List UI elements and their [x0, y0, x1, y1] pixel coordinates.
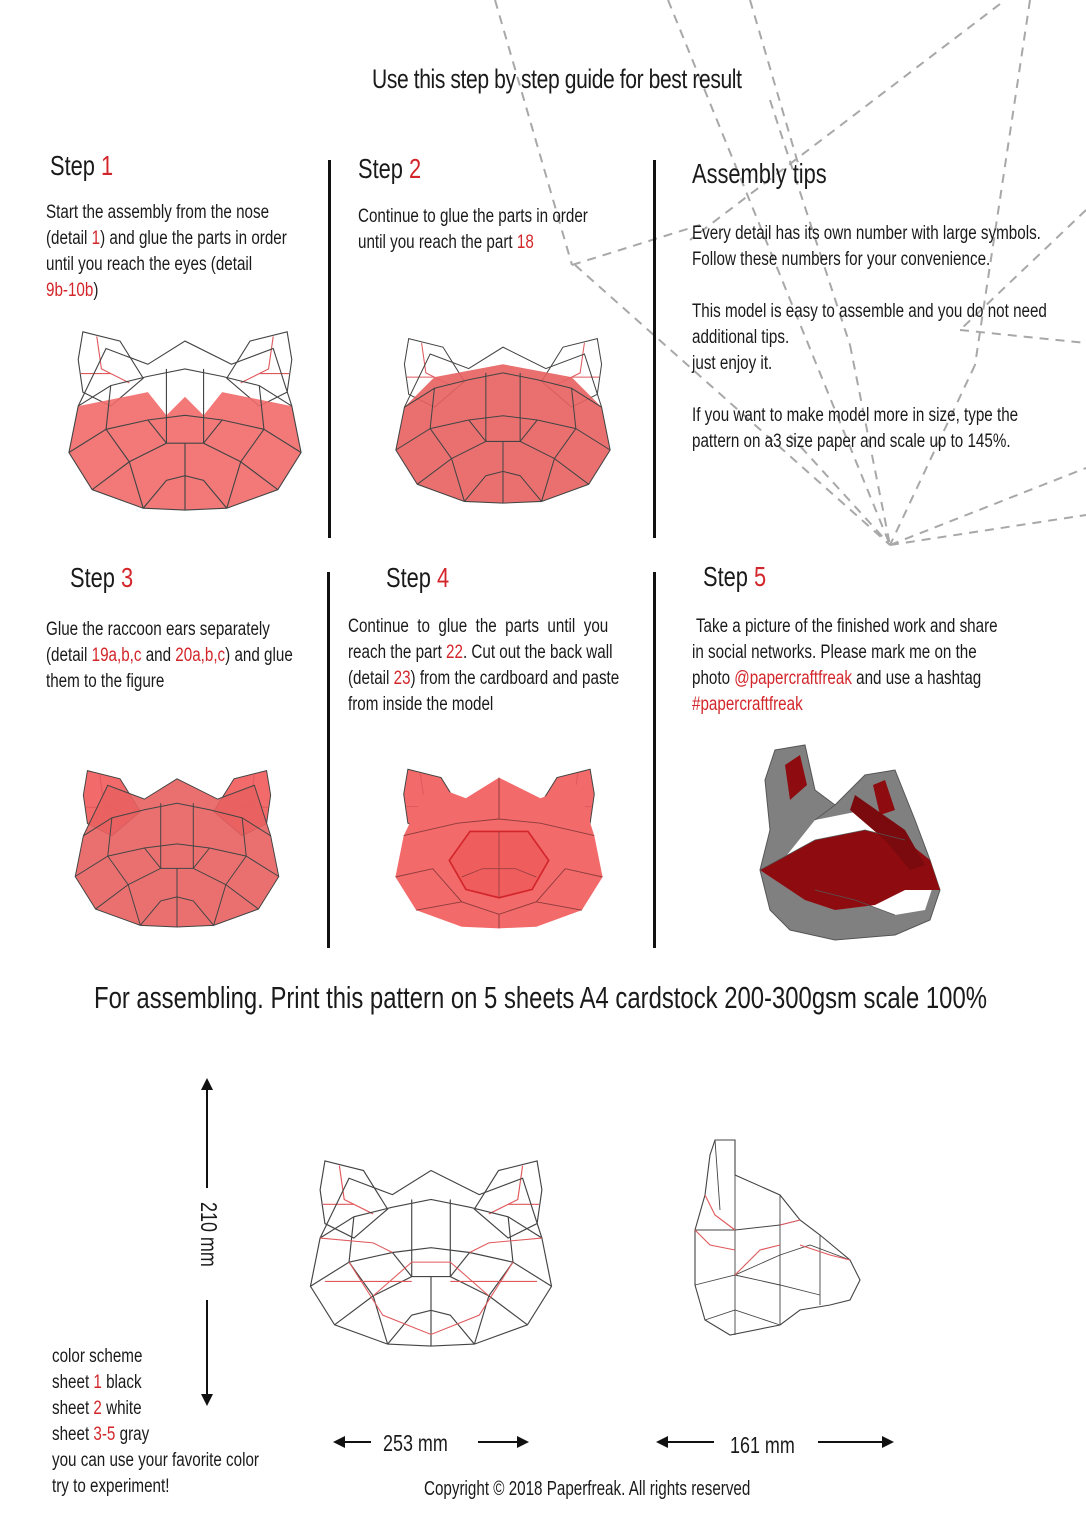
- text-span: Start the assembly from the nose: [46, 202, 270, 223]
- height-dimension-label: 210 mm: [196, 1202, 222, 1267]
- step-2-heading: [358, 153, 421, 185]
- text-line: [692, 666, 998, 692]
- side-pattern-illustration: [690, 1135, 862, 1345]
- highlight-text: 1: [91, 228, 101, 249]
- sheet-number: 2: [93, 1398, 102, 1419]
- step-2-section: [358, 153, 439, 185]
- column-divider: [653, 160, 656, 538]
- step-number: 3: [121, 562, 134, 593]
- step-4-heading: [386, 562, 449, 594]
- sheet-label: sheet: [52, 1372, 94, 1393]
- step-number: 5: [754, 561, 767, 592]
- tips-heading: Assembly tips: [692, 158, 827, 189]
- color-scheme-row: [52, 1370, 259, 1396]
- text-span: (detail: [348, 668, 394, 689]
- page-title: Use this step by step guide for best result: [372, 64, 742, 94]
- step-3-illustration: [63, 748, 291, 948]
- text-line: [348, 692, 619, 718]
- step-5-section: [703, 561, 784, 593]
- sheet-label: sheet: [52, 1424, 94, 1445]
- highlight-text: 20a,b,c: [175, 645, 226, 666]
- text-line: [348, 614, 619, 640]
- text-span: until you reach the eyes (detail: [46, 254, 253, 275]
- tips-paragraph: [692, 299, 1047, 377]
- step-2-text: [358, 204, 588, 256]
- sheet-color: black: [101, 1372, 142, 1393]
- step-3-section: [70, 562, 151, 594]
- side-width-label: 161 mm: [730, 1432, 795, 1458]
- text-line: [46, 278, 287, 304]
- tips-text: [692, 221, 1047, 481]
- step-4-illustration: [383, 750, 615, 946]
- step-number: 1: [101, 150, 114, 181]
- highlight-text: 9b-10b: [46, 280, 94, 301]
- step-label: Step: [70, 562, 115, 593]
- text-span: ): [93, 280, 99, 301]
- text-span: ) and glue: [225, 645, 293, 666]
- text-line: [348, 640, 619, 666]
- highlight-text: 23: [393, 668, 411, 689]
- step-2-illustration: [383, 325, 623, 515]
- step-3-heading: [70, 562, 133, 594]
- step-3-text: [46, 617, 293, 695]
- print-instructions-heading: For assembling. Print this pattern on 5 sheets A4 cardstock 200-300gsm scale 100%: [94, 980, 987, 1015]
- step-4-section: [386, 562, 467, 594]
- text-line: Every detail has its own number with large symbols.: [692, 223, 1041, 244]
- text-span: in social networks. Please mark me on the: [692, 642, 977, 663]
- highlight-text: 19a,b,c: [91, 645, 142, 666]
- sheet-color: white: [101, 1398, 142, 1419]
- step-5-illustration: [755, 740, 945, 945]
- tips-paragraph: [692, 403, 1047, 455]
- text-span: Continue to glue the parts in order: [358, 206, 588, 227]
- step-5-text: [692, 614, 998, 718]
- text-line: [692, 640, 998, 666]
- text-span: Continue to glue the parts until you: [348, 616, 609, 637]
- text-line: If you want to make model more in size, type the: [692, 405, 1019, 426]
- text-span: ) and glue the parts in order: [100, 228, 287, 249]
- step-1-text: [46, 200, 287, 304]
- text-span: . Cut out the back wall: [462, 642, 613, 663]
- highlight-text: @papercraftfreak: [734, 668, 852, 689]
- sheet-color: gray: [115, 1424, 150, 1445]
- text-span: and use a hashtag: [851, 668, 982, 689]
- step-label: Step: [50, 150, 95, 181]
- highlight-text: 22: [446, 642, 463, 663]
- color-scheme-note: try to experiment!: [52, 1476, 170, 1497]
- text-line: [46, 669, 293, 695]
- step-1-illustration: [55, 325, 315, 515]
- text-line: [692, 692, 998, 718]
- step-number: 4: [437, 562, 450, 593]
- step-4-text: [348, 614, 619, 718]
- step-5-heading: [703, 561, 766, 593]
- sheet-label: sheet: [52, 1398, 94, 1419]
- text-line: This model is easy to assemble and you do not need: [692, 301, 1047, 322]
- text-line: [46, 226, 287, 252]
- color-scheme-row: [52, 1396, 259, 1422]
- text-span: from inside the model: [348, 694, 494, 715]
- text-line: [348, 666, 619, 692]
- text-line: additional tips.: [692, 327, 790, 348]
- column-divider: [327, 572, 330, 948]
- front-pattern-illustration: [296, 1135, 566, 1370]
- step-1-heading: [50, 150, 113, 182]
- column-divider: [328, 160, 331, 538]
- step-1-section: [50, 150, 131, 182]
- color-scheme-title: color scheme: [52, 1346, 143, 1367]
- text-span: (detail: [46, 228, 92, 249]
- text-line: [46, 200, 287, 226]
- text-line: pattern on a3 size paper and scale up to 145%.: [692, 431, 1011, 452]
- text-line: just enjoy it.: [692, 353, 773, 374]
- text-line: [358, 204, 588, 230]
- text-line: [358, 230, 588, 256]
- color-scheme-note: you can use your favorite color: [52, 1450, 259, 1471]
- text-span: ) from the cardboard and paste: [410, 668, 620, 689]
- step-number: 2: [409, 153, 422, 184]
- color-scheme-legend: [52, 1344, 259, 1500]
- text-span: and: [141, 645, 176, 666]
- text-line: [46, 252, 287, 278]
- text-line: [46, 617, 293, 643]
- step-label: Step: [386, 562, 431, 593]
- text-span: reach the part: [348, 642, 447, 663]
- copyright-footer: Copyright © 2018 Paperfreak. All rights reserved: [424, 1478, 751, 1500]
- text-line: Follow these numbers for your convenience.: [692, 249, 991, 270]
- text-span: them to the figure: [46, 671, 165, 692]
- text-span: Take a picture of the finished work and share: [692, 616, 998, 637]
- text-span: photo: [692, 668, 735, 689]
- front-width-label: 253 mm: [383, 1430, 448, 1456]
- sheet-number: 1: [93, 1372, 102, 1393]
- sheet-number: 3-5: [93, 1424, 116, 1445]
- tips-paragraph: [692, 221, 1047, 273]
- text-line: [692, 614, 998, 640]
- highlight-text: #papercraftfreak: [692, 694, 803, 715]
- step-label: Step: [358, 153, 403, 184]
- text-span: until you reach the part: [358, 232, 517, 253]
- highlight-text: 18: [516, 232, 534, 253]
- text-span: (detail: [46, 645, 92, 666]
- step-label: Step: [703, 561, 748, 592]
- text-span: Glue the raccoon ears separately: [46, 619, 270, 640]
- text-line: [46, 643, 293, 669]
- column-divider: [653, 572, 656, 948]
- color-scheme-row: [52, 1422, 259, 1448]
